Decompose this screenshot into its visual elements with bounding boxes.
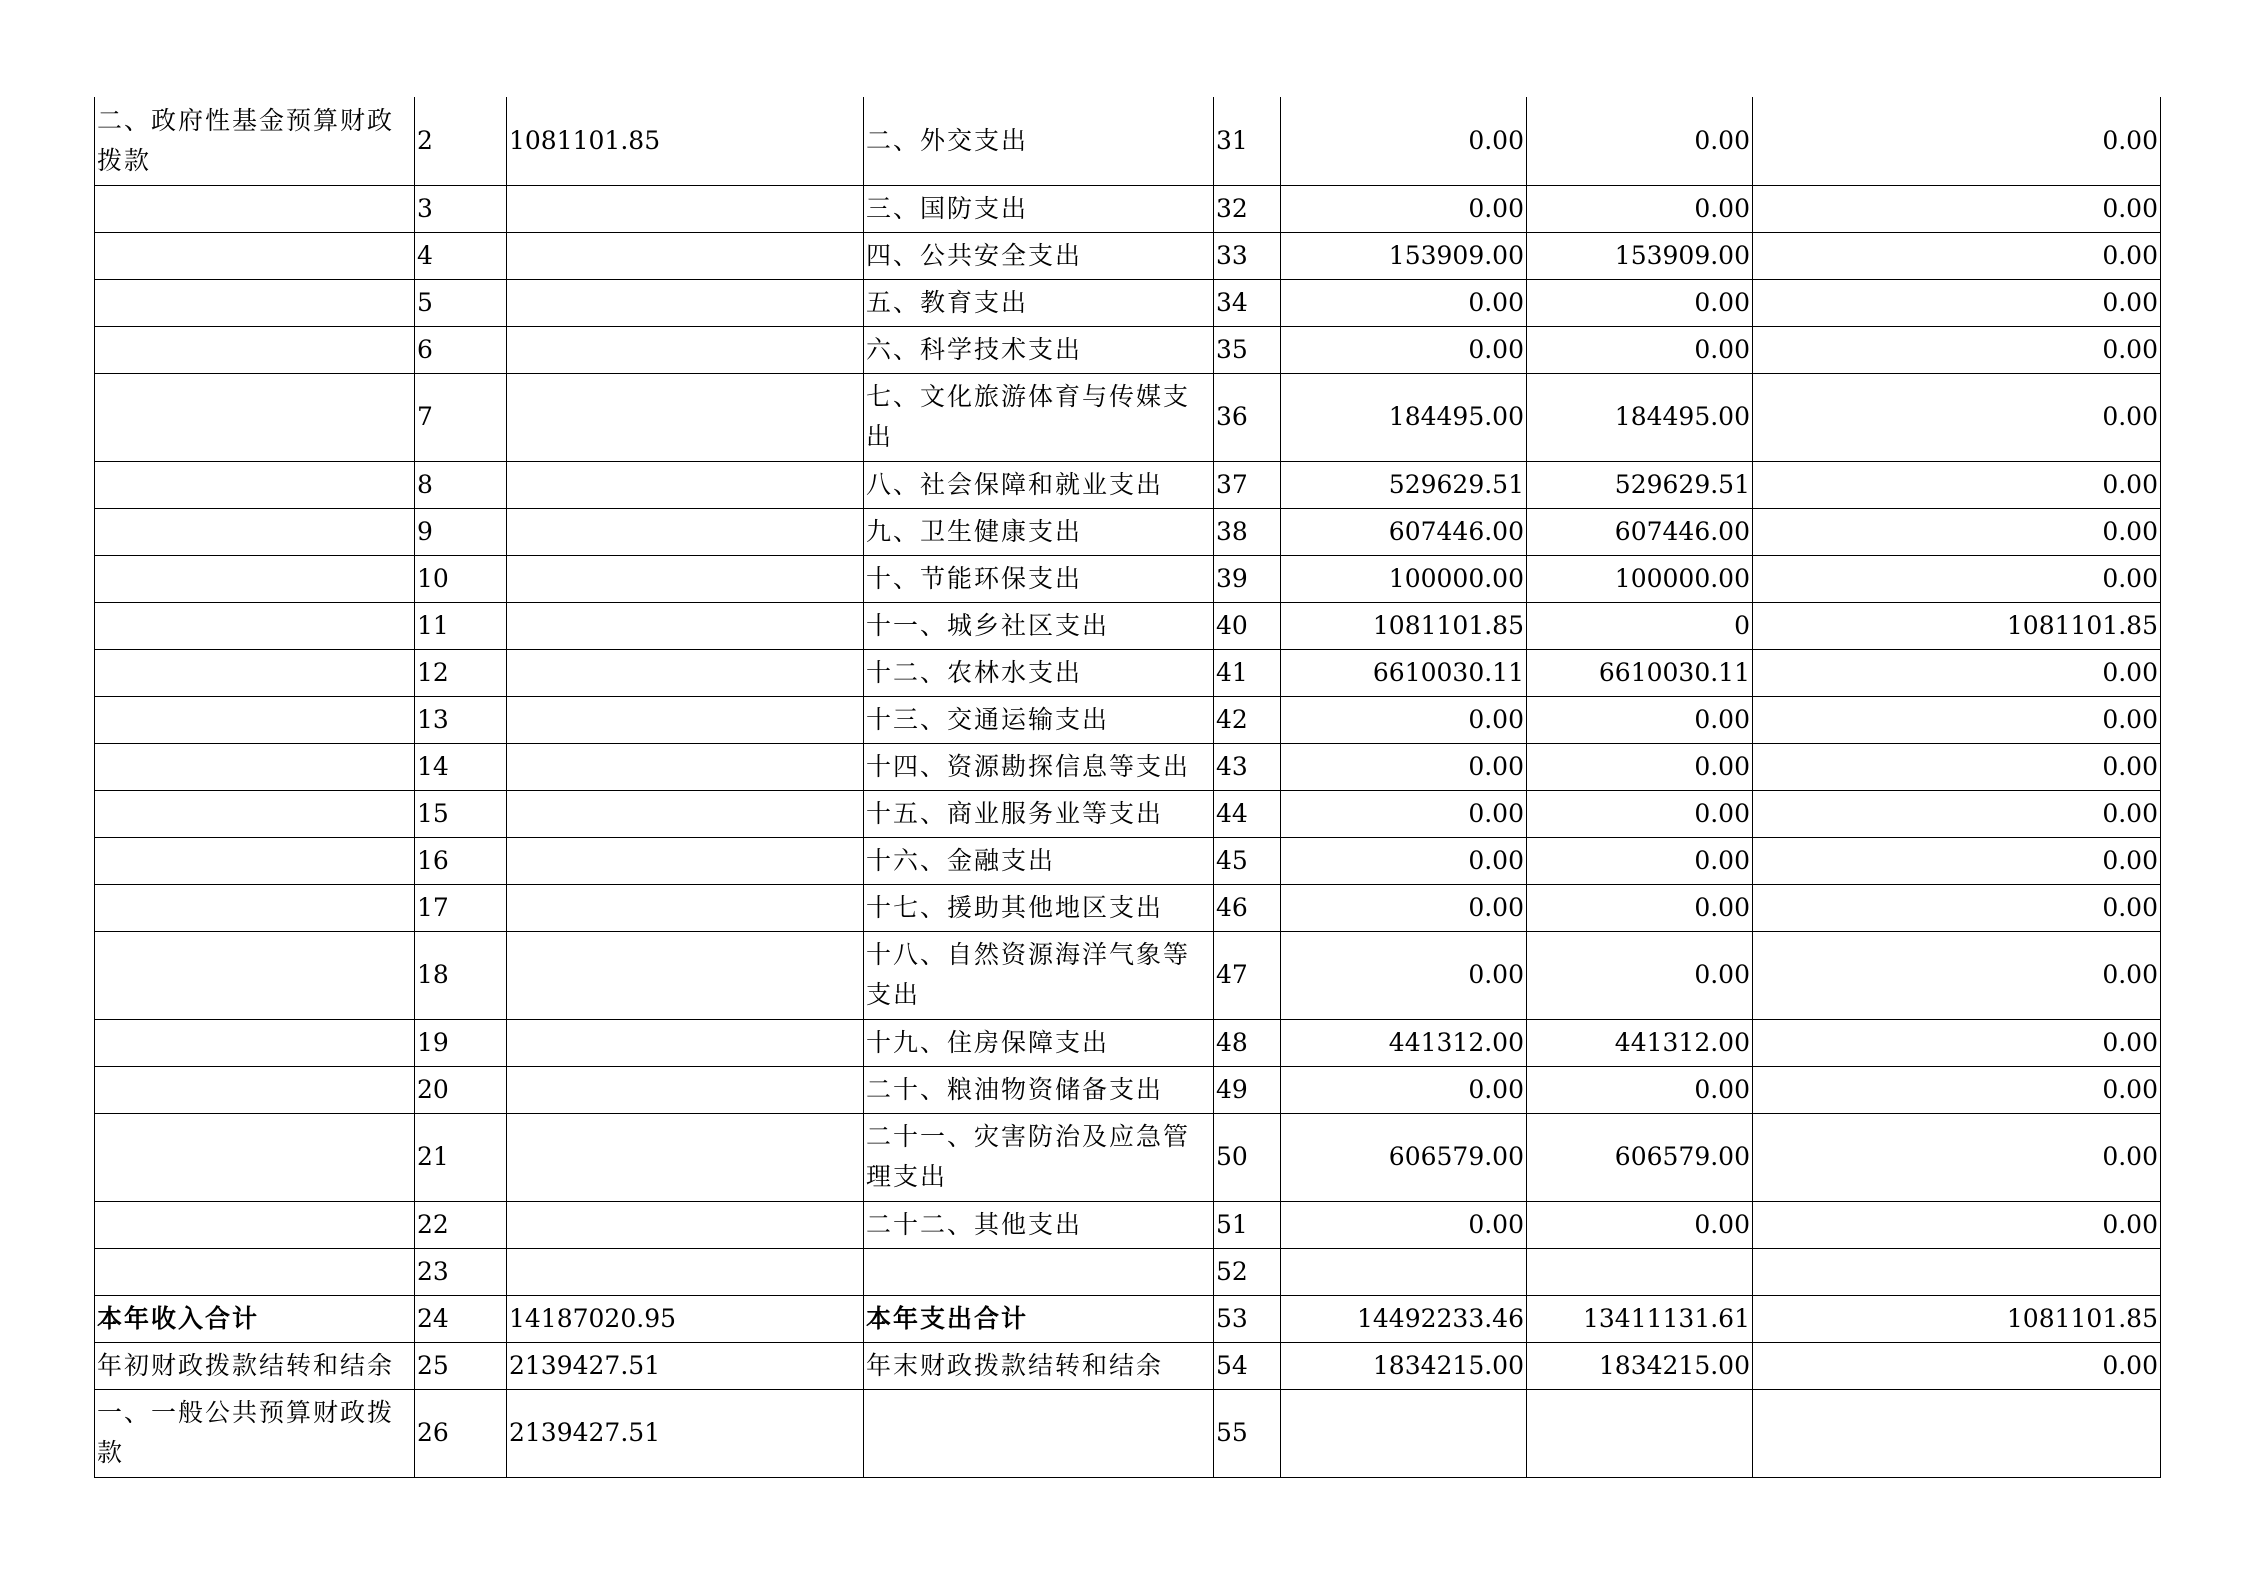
expenditure-total-cell: 14492233.46 [1281, 1295, 1527, 1342]
general-budget-cell [1527, 1248, 1753, 1295]
income-item-cell: 年初财政拨款结转和结余 [95, 1342, 415, 1389]
income-item-cell: 二、政府性基金预算财政拨款 [95, 97, 415, 185]
income-amount-cell [507, 185, 864, 232]
expenditure-line-no-cell: 53 [1214, 1295, 1281, 1342]
income-line-no-cell: 11 [415, 602, 507, 649]
income-amount-cell: 14187020.95 [507, 1295, 864, 1342]
expenditure-item-cell: 本年支出合计 [864, 1295, 1214, 1342]
general-budget-cell: 607446.00 [1527, 508, 1753, 555]
fund-budget-cell: 0.00 [1753, 279, 2161, 326]
table-row [95, 232, 2161, 279]
expenditure-item-cell: 十、节能环保支出 [864, 555, 1214, 602]
fund-budget-cell: 0.00 [1753, 884, 2161, 931]
table-row [95, 1389, 2161, 1477]
general-budget-cell: 0.00 [1527, 837, 1753, 884]
expenditure-item-cell: 十九、住房保障支出 [864, 1019, 1214, 1066]
income-item-cell [95, 185, 415, 232]
budget-table-body [95, 97, 2161, 1477]
expenditure-line-no-cell: 50 [1214, 1113, 1281, 1201]
income-amount-cell [507, 696, 864, 743]
general-budget-cell: 1834215.00 [1527, 1342, 1753, 1389]
income-item-cell [95, 837, 415, 884]
income-line-no-cell: 22 [415, 1201, 507, 1248]
fund-budget-cell: 0.00 [1753, 649, 2161, 696]
general-budget-cell [1527, 1389, 1753, 1477]
expenditure-total-cell: 441312.00 [1281, 1019, 1527, 1066]
expenditure-total-cell: 0.00 [1281, 790, 1527, 837]
fund-budget-cell: 0.00 [1753, 461, 2161, 508]
table-row [95, 185, 2161, 232]
table-row [95, 326, 2161, 373]
table-row [95, 1066, 2161, 1113]
expenditure-total-cell: 100000.00 [1281, 555, 1527, 602]
expenditure-item-cell: 九、卫生健康支出 [864, 508, 1214, 555]
income-line-no-cell: 23 [415, 1248, 507, 1295]
table-row [95, 1113, 2161, 1201]
expenditure-line-no-cell: 44 [1214, 790, 1281, 837]
income-item-cell [95, 1248, 415, 1295]
income-amount-cell [507, 837, 864, 884]
expenditure-line-no-cell: 47 [1214, 931, 1281, 1019]
fund-budget-cell: 0.00 [1753, 790, 2161, 837]
table-row [95, 790, 2161, 837]
income-line-no-cell: 13 [415, 696, 507, 743]
expenditure-item-cell: 七、文化旅游体育与传媒支出 [864, 373, 1214, 461]
expenditure-item-cell: 十二、农林水支出 [864, 649, 1214, 696]
expenditure-item-cell: 四、公共安全支出 [864, 232, 1214, 279]
fund-budget-cell: 0.00 [1753, 1113, 2161, 1201]
income-amount-cell [507, 326, 864, 373]
income-amount-cell: 2139427.51 [507, 1342, 864, 1389]
expenditure-total-cell: 0.00 [1281, 884, 1527, 931]
expenditure-item-cell: 十七、援助其他地区支出 [864, 884, 1214, 931]
income-item-cell [95, 884, 415, 931]
general-budget-cell: 529629.51 [1527, 461, 1753, 508]
table-row [95, 649, 2161, 696]
income-amount-cell [507, 743, 864, 790]
fund-budget-cell: 0.00 [1753, 696, 2161, 743]
fund-budget-cell: 0.00 [1753, 1019, 2161, 1066]
general-budget-cell: 0.00 [1527, 790, 1753, 837]
income-line-no-cell: 17 [415, 884, 507, 931]
expenditure-item-cell: 二、外交支出 [864, 97, 1214, 185]
expenditure-item-cell: 五、教育支出 [864, 279, 1214, 326]
fund-budget-cell: 0.00 [1753, 97, 2161, 185]
income-line-no-cell: 26 [415, 1389, 507, 1477]
general-budget-cell: 0.00 [1527, 931, 1753, 1019]
general-budget-cell: 606579.00 [1527, 1113, 1753, 1201]
fund-budget-cell: 0.00 [1753, 743, 2161, 790]
expenditure-total-cell: 0.00 [1281, 931, 1527, 1019]
income-line-no-cell: 21 [415, 1113, 507, 1201]
expenditure-line-no-cell: 51 [1214, 1201, 1281, 1248]
general-budget-cell: 0.00 [1527, 97, 1753, 185]
income-amount-cell [507, 790, 864, 837]
income-item-cell [95, 1066, 415, 1113]
expenditure-total-cell: 1081101.85 [1281, 602, 1527, 649]
income-item-cell [95, 602, 415, 649]
income-line-no-cell: 2 [415, 97, 507, 185]
expenditure-item-cell: 十一、城乡社区支出 [864, 602, 1214, 649]
expenditure-line-no-cell: 38 [1214, 508, 1281, 555]
income-line-no-cell: 9 [415, 508, 507, 555]
expenditure-total-cell: 0.00 [1281, 1201, 1527, 1248]
fund-budget-cell [1753, 1248, 2161, 1295]
expenditure-line-no-cell: 54 [1214, 1342, 1281, 1389]
income-item-cell [95, 1113, 415, 1201]
income-line-no-cell: 24 [415, 1295, 507, 1342]
income-item-cell [95, 508, 415, 555]
table-row [95, 602, 2161, 649]
income-item-cell [95, 279, 415, 326]
general-budget-cell: 0.00 [1527, 279, 1753, 326]
income-amount-cell [507, 555, 864, 602]
income-line-no-cell: 5 [415, 279, 507, 326]
income-line-no-cell: 18 [415, 931, 507, 1019]
expenditure-line-no-cell: 45 [1214, 837, 1281, 884]
expenditure-line-no-cell: 35 [1214, 326, 1281, 373]
general-budget-cell: 13411131.61 [1527, 1295, 1753, 1342]
expenditure-item-cell: 年末财政拨款结转和结余 [864, 1342, 1214, 1389]
income-item-cell: 一、一般公共预算财政拨款 [95, 1389, 415, 1477]
income-amount-cell [507, 373, 864, 461]
expenditure-total-cell [1281, 1389, 1527, 1477]
expenditure-line-no-cell: 48 [1214, 1019, 1281, 1066]
expenditure-item-cell [864, 1248, 1214, 1295]
income-item-cell [95, 326, 415, 373]
expenditure-total-cell: 0.00 [1281, 837, 1527, 884]
table-row [95, 373, 2161, 461]
fund-budget-cell: 0.00 [1753, 185, 2161, 232]
table-row [95, 508, 2161, 555]
income-amount-cell [507, 1113, 864, 1201]
expenditure-total-cell: 6610030.11 [1281, 649, 1527, 696]
expenditure-total-cell [1281, 1248, 1527, 1295]
income-line-no-cell: 19 [415, 1019, 507, 1066]
income-item-cell [95, 696, 415, 743]
income-line-no-cell: 20 [415, 1066, 507, 1113]
income-item-cell [95, 373, 415, 461]
expenditure-line-no-cell: 32 [1214, 185, 1281, 232]
expenditure-item-cell: 十四、资源勘探信息等支出 [864, 743, 1214, 790]
table-row [95, 1342, 2161, 1389]
income-line-no-cell: 15 [415, 790, 507, 837]
general-budget-cell: 0.00 [1527, 185, 1753, 232]
income-line-no-cell: 4 [415, 232, 507, 279]
fund-budget-cell: 1081101.85 [1753, 602, 2161, 649]
expenditure-line-no-cell: 49 [1214, 1066, 1281, 1113]
table-row [95, 555, 2161, 602]
income-item-cell [95, 649, 415, 696]
expenditure-item-cell: 二十一、灾害防治及应急管理支出 [864, 1113, 1214, 1201]
expenditure-item-cell: 三、国防支出 [864, 185, 1214, 232]
general-budget-cell: 0.00 [1527, 326, 1753, 373]
table-row [95, 461, 2161, 508]
table-row [95, 931, 2161, 1019]
fund-budget-cell: 0.00 [1753, 1342, 2161, 1389]
expenditure-total-cell: 0.00 [1281, 696, 1527, 743]
table-row [95, 1295, 2161, 1342]
income-line-no-cell: 6 [415, 326, 507, 373]
income-amount-cell: 2139427.51 [507, 1389, 864, 1477]
general-budget-cell: 100000.00 [1527, 555, 1753, 602]
income-line-no-cell: 8 [415, 461, 507, 508]
expenditure-line-no-cell: 52 [1214, 1248, 1281, 1295]
income-amount-cell [507, 279, 864, 326]
table-row [95, 1201, 2161, 1248]
income-amount-cell [507, 1066, 864, 1113]
general-budget-cell: 0.00 [1527, 1066, 1753, 1113]
income-item-cell [95, 232, 415, 279]
expenditure-line-no-cell: 34 [1214, 279, 1281, 326]
expenditure-item-cell: 十五、商业服务业等支出 [864, 790, 1214, 837]
expenditure-total-cell: 184495.00 [1281, 373, 1527, 461]
income-item-cell [95, 931, 415, 1019]
fund-budget-cell: 0.00 [1753, 1201, 2161, 1248]
income-amount-cell [507, 232, 864, 279]
income-item-cell [95, 743, 415, 790]
fund-budget-cell: 0.00 [1753, 508, 2161, 555]
expenditure-item-cell [864, 1389, 1214, 1477]
expenditure-line-no-cell: 43 [1214, 743, 1281, 790]
income-amount-cell [507, 508, 864, 555]
expenditure-line-no-cell: 55 [1214, 1389, 1281, 1477]
fund-budget-cell: 0.00 [1753, 837, 2161, 884]
expenditure-item-cell: 二十二、其他支出 [864, 1201, 1214, 1248]
fund-budget-cell: 0.00 [1753, 1066, 2161, 1113]
expenditure-total-cell: 0.00 [1281, 743, 1527, 790]
expenditure-line-no-cell: 40 [1214, 602, 1281, 649]
income-amount-cell [507, 649, 864, 696]
general-budget-cell: 0.00 [1527, 884, 1753, 931]
income-amount-cell [507, 602, 864, 649]
table-row [95, 97, 2161, 185]
table-row [95, 743, 2161, 790]
expenditure-total-cell: 0.00 [1281, 97, 1527, 185]
income-item-cell [95, 1201, 415, 1248]
income-amount-cell: 1081101.85 [507, 97, 864, 185]
expenditure-line-no-cell: 41 [1214, 649, 1281, 696]
income-line-no-cell: 10 [415, 555, 507, 602]
fund-budget-cell: 0.00 [1753, 232, 2161, 279]
income-line-no-cell: 7 [415, 373, 507, 461]
table-row [95, 696, 2161, 743]
expenditure-total-cell: 0.00 [1281, 1066, 1527, 1113]
expenditure-total-cell: 0.00 [1281, 279, 1527, 326]
income-amount-cell [507, 931, 864, 1019]
expenditure-total-cell: 607446.00 [1281, 508, 1527, 555]
expenditure-line-no-cell: 37 [1214, 461, 1281, 508]
general-budget-cell: 0.00 [1527, 743, 1753, 790]
expenditure-item-cell: 十八、自然资源海洋气象等支出 [864, 931, 1214, 1019]
income-amount-cell [507, 1019, 864, 1066]
expenditure-line-no-cell: 46 [1214, 884, 1281, 931]
table-row [95, 837, 2161, 884]
expenditure-item-cell: 八、社会保障和就业支出 [864, 461, 1214, 508]
income-item-cell [95, 790, 415, 837]
income-item-cell [95, 1019, 415, 1066]
general-budget-cell: 6610030.11 [1527, 649, 1753, 696]
expenditure-line-no-cell: 42 [1214, 696, 1281, 743]
expenditure-line-no-cell: 31 [1214, 97, 1281, 185]
fund-budget-cell: 0.00 [1753, 373, 2161, 461]
table-row [95, 1019, 2161, 1066]
fund-budget-cell: 0.00 [1753, 326, 2161, 373]
expenditure-item-cell: 六、科学技术支出 [864, 326, 1214, 373]
expenditure-line-no-cell: 39 [1214, 555, 1281, 602]
general-budget-cell: 153909.00 [1527, 232, 1753, 279]
income-item-cell [95, 555, 415, 602]
income-line-no-cell: 3 [415, 185, 507, 232]
general-budget-cell: 441312.00 [1527, 1019, 1753, 1066]
expenditure-line-no-cell: 36 [1214, 373, 1281, 461]
general-budget-cell: 0 [1527, 602, 1753, 649]
income-line-no-cell: 16 [415, 837, 507, 884]
table-row [95, 1248, 2161, 1295]
table-row [95, 884, 2161, 931]
expenditure-item-cell: 二十、粮油物资储备支出 [864, 1066, 1214, 1113]
income-item-cell: 本年收入合计 [95, 1295, 415, 1342]
expenditure-total-cell: 529629.51 [1281, 461, 1527, 508]
income-line-no-cell: 12 [415, 649, 507, 696]
expenditure-total-cell: 606579.00 [1281, 1113, 1527, 1201]
income-amount-cell [507, 461, 864, 508]
expenditure-total-cell: 0.00 [1281, 326, 1527, 373]
income-line-no-cell: 14 [415, 743, 507, 790]
fund-budget-cell [1753, 1389, 2161, 1477]
fund-budget-cell: 0.00 [1753, 555, 2161, 602]
expenditure-total-cell: 1834215.00 [1281, 1342, 1527, 1389]
income-amount-cell [507, 1201, 864, 1248]
general-budget-cell: 0.00 [1527, 1201, 1753, 1248]
income-item-cell [95, 461, 415, 508]
budget-table [94, 97, 2161, 1478]
general-budget-cell: 0.00 [1527, 696, 1753, 743]
income-amount-cell [507, 884, 864, 931]
expenditure-item-cell: 十三、交通运输支出 [864, 696, 1214, 743]
fund-budget-cell: 0.00 [1753, 931, 2161, 1019]
fund-budget-cell: 1081101.85 [1753, 1295, 2161, 1342]
table-row [95, 279, 2161, 326]
expenditure-total-cell: 153909.00 [1281, 232, 1527, 279]
expenditure-line-no-cell: 33 [1214, 232, 1281, 279]
expenditure-item-cell: 十六、金融支出 [864, 837, 1214, 884]
income-amount-cell [507, 1248, 864, 1295]
income-line-no-cell: 25 [415, 1342, 507, 1389]
general-budget-cell: 184495.00 [1527, 373, 1753, 461]
expenditure-total-cell: 0.00 [1281, 185, 1527, 232]
